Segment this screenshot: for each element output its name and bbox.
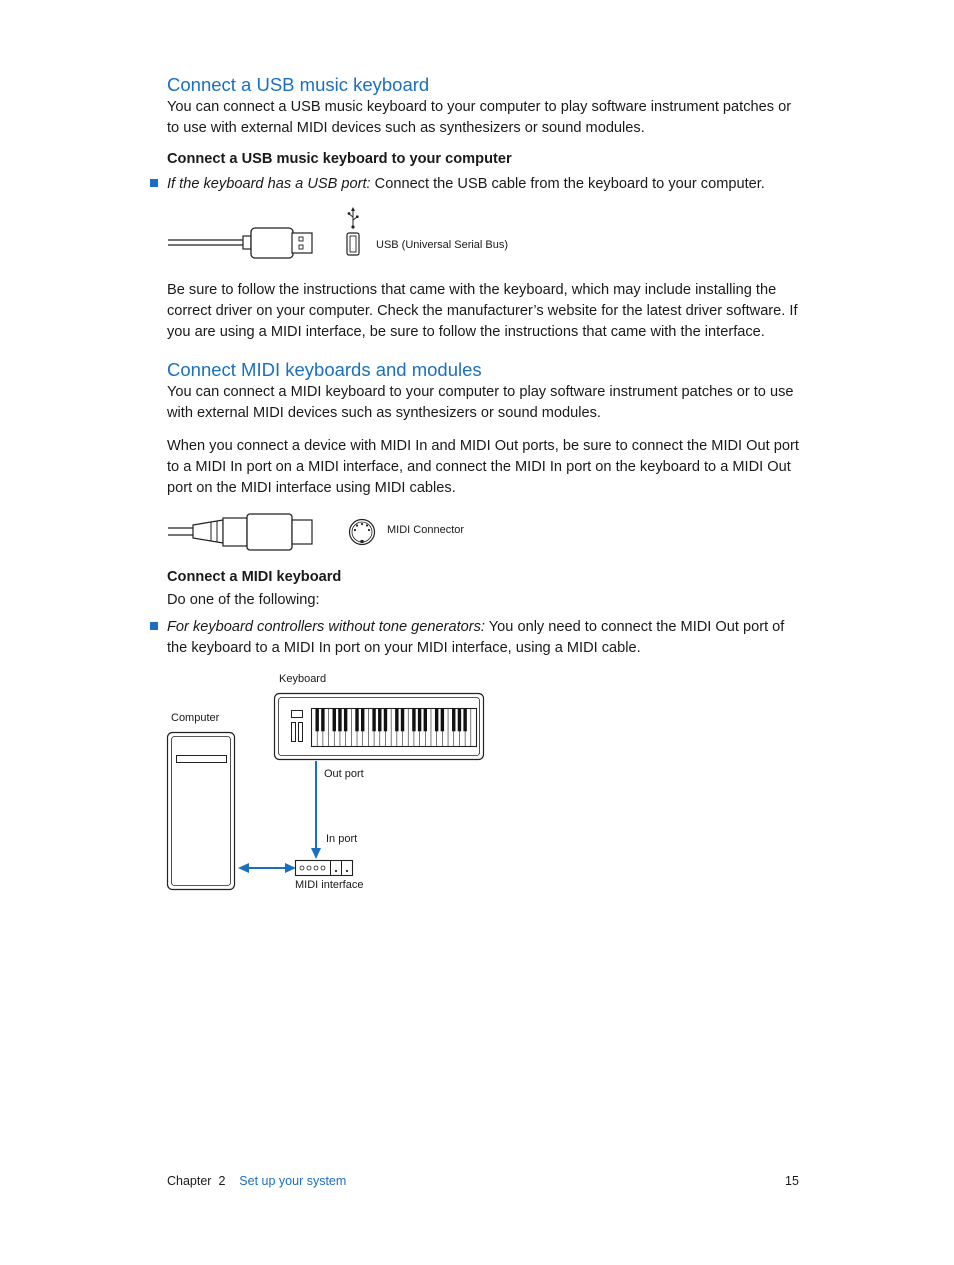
footer-chapter bbox=[167, 1174, 346, 1188]
footer-chapter-number: 2 bbox=[218, 1174, 226, 1188]
midi-bullet-text: You only need to connect the MIDI Out port of the keyboard to a MIDI In port on your MIDI interface, using a MIDI cable. bbox=[167, 619, 785, 656]
midi-interface-icon bbox=[296, 861, 353, 876]
footer-chapter-link[interactable]: Set up your system bbox=[239, 1174, 347, 1188]
usb-note: Be sure to follow the instructions that came with the keyboard, which may include installing the correct driver on your computer. Check the manufacturer’s website for the latest driver software. If you are using a MIDI interface, be sure to follow the instructions that came with the interface. bbox=[167, 282, 798, 340]
midi-figure-label: MIDI Connector bbox=[387, 524, 465, 536]
footer-chapter-label: Chapter bbox=[167, 1174, 212, 1188]
diagram-in-port-label: In port bbox=[326, 833, 358, 845]
keyboard-icon bbox=[275, 694, 484, 760]
midi-intro: You can connect a MIDI keyboard to your computer to play software instrument patches or to use with external MIDI devices such as synthesizers or sound modules. bbox=[167, 384, 794, 421]
midi-task-sub: Do one of the following: bbox=[167, 592, 320, 608]
usb-bullet bbox=[167, 174, 807, 195]
computer-tower-icon bbox=[168, 733, 235, 890]
bullet-marker bbox=[150, 622, 158, 630]
diagram-keyboard-label: Keyboard bbox=[279, 673, 327, 685]
bullet-marker bbox=[150, 179, 158, 187]
midi-para2: When you connect a device with MIDI In and MIDI Out ports, be sure to connect the MIDI Out port to a MIDI In port on a MIDI interface, and connect the MIDI In port on the keyboard to a MIDI Out port on the MIDI interface using MIDI cables. bbox=[167, 438, 799, 496]
usb-bullet-lead: If the keyboard has a USB port: bbox=[167, 176, 371, 192]
heading-usb: Connect a USB music keyboard bbox=[167, 74, 430, 95]
diagram-interface-label: MIDI interface bbox=[295, 879, 364, 891]
footer-page-number: 15 bbox=[785, 1174, 799, 1188]
midi-connector-icon bbox=[347, 517, 377, 547]
usb-bullet-text: Connect the USB cable from the keyboard to your computer. bbox=[370, 176, 765, 192]
usb-figure-label: USB (Universal Serial Bus) bbox=[376, 239, 509, 251]
midi-task-title: Connect a MIDI keyboard bbox=[167, 569, 342, 585]
usb-task-title: Connect a USB music keyboard to your computer bbox=[167, 151, 512, 167]
heading-midi: Connect MIDI keyboards and modules bbox=[167, 359, 482, 380]
midi-bullet-lead: For keyboard controllers without tone generators: bbox=[167, 619, 485, 635]
midi-connection-diagram bbox=[160, 688, 495, 898]
diagram-out-port-label: Out port bbox=[324, 768, 364, 780]
midi-bullet bbox=[167, 617, 807, 659]
usb-port-icon bbox=[340, 205, 366, 260]
midi-cable-figure bbox=[165, 508, 325, 556]
diagram-computer-label: Computer bbox=[171, 712, 220, 724]
usb-intro: You can connect a USB music keyboard to your computer to play software instrument patches or to use with external MIDI devices such as synthesizers or sound modules. bbox=[167, 99, 792, 136]
